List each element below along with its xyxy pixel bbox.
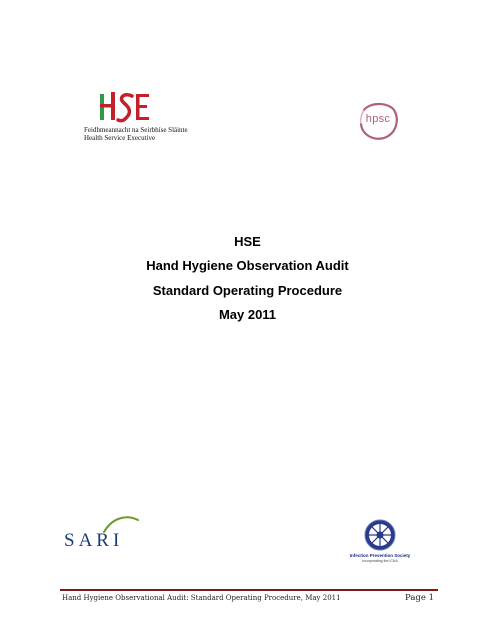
ips-logo	[348, 518, 412, 570]
sari-text: SARI	[64, 530, 124, 551]
hse-english-name: Health Service Executive	[84, 134, 156, 142]
title-organization: HSE	[234, 234, 261, 249]
ips-tagline: Incorporating the ICNA	[362, 559, 398, 563]
hse-logo-mark	[98, 88, 158, 126]
hpsc-text: hpsc	[365, 113, 391, 125]
title-main: Hand Hygiene Observation Audit	[146, 258, 349, 273]
hse-logo	[84, 88, 188, 148]
title-subtitle: Standard Operating Procedure	[152, 283, 343, 298]
ips-name: Infection Prevention Society	[349, 553, 411, 558]
ips-logo-emblem	[348, 518, 412, 552]
sari-logo	[64, 514, 144, 554]
hpsc-logo	[356, 100, 400, 142]
footer-rule	[60, 589, 438, 591]
page-number: Page 1	[405, 593, 434, 603]
footer-text: Hand Hygiene Observational Audit: Standard Operating Procedure, May 2011	[62, 594, 341, 602]
title-date: May 2011	[218, 307, 277, 322]
hse-irish-name: Feidhmeannacht na Seirbhíse Sláinte	[84, 126, 188, 134]
